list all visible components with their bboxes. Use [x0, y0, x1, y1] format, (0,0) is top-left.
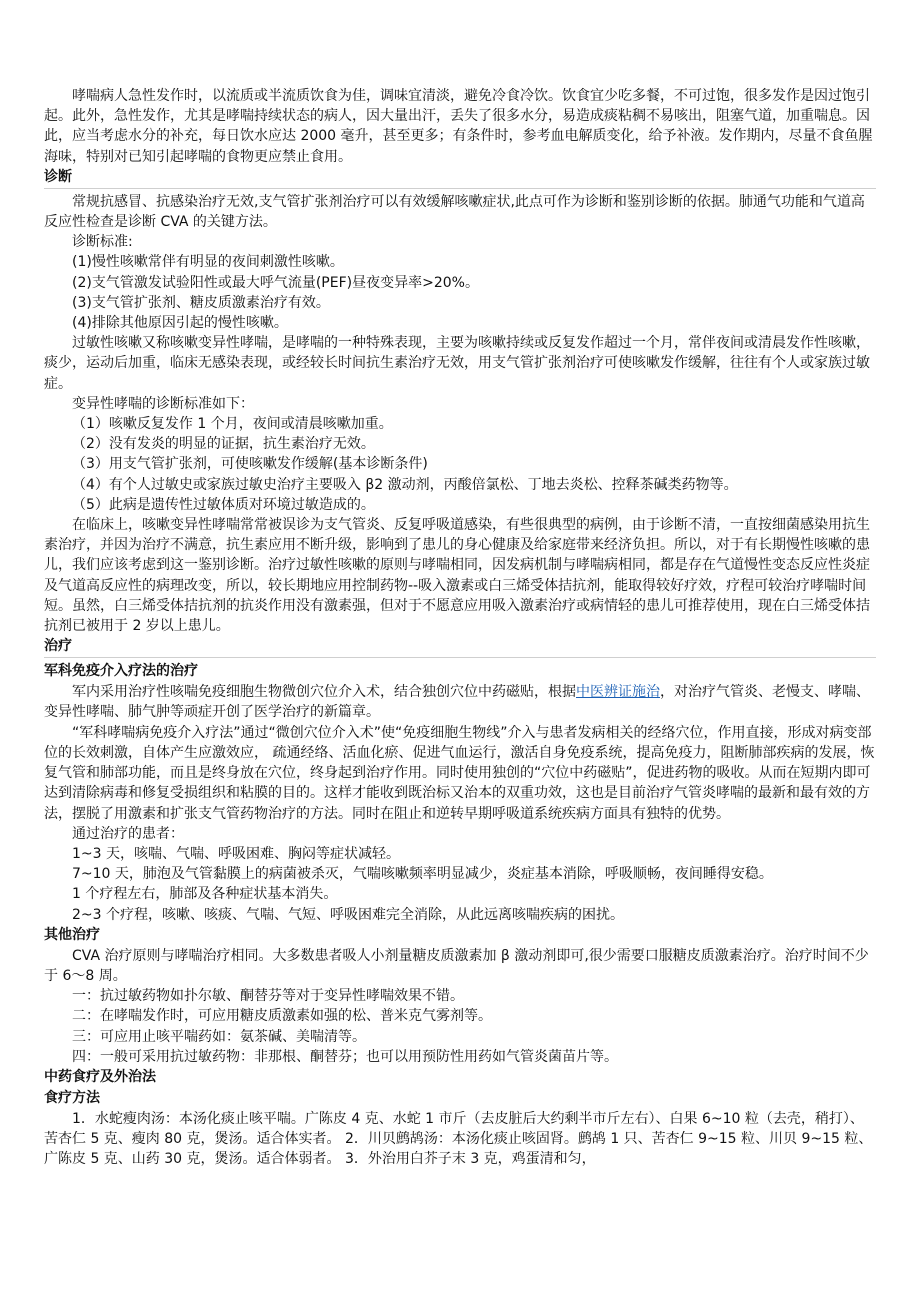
variant-criteria-item: （1）咳嗽反复发作 1 个月，夜间或清晨咳嗽加重。 [72, 416, 393, 433]
patient-result-item: 7~10 天，肺泡及气管黏膜上的病菌被杀灭，气喘咳嗽频率明显减少，炎症基本消除，呼吸顺畅，夜间睡得安稳。 [72, 866, 773, 883]
diagnosis-heading: 诊断 [44, 168, 72, 185]
diagnosis-standard-title: 诊断标准: [72, 234, 133, 251]
diagnosis-standard-item: (1)慢性咳嗽常伴有明显的夜间刺激性咳嗽。 [72, 254, 344, 271]
diagnosis-standard-item: (4)排除其他原因引起的慢性咳嗽。 [72, 315, 288, 332]
patient-result-item: 2~3 个疗程，咳嗽、咳痰、气喘、气短、呼吸困难完全消除，从此远离咳喘疾病的困扰。 [72, 906, 624, 923]
patient-result-item: 1 个疗程左右，肺部及各种症状基本消失。 [72, 886, 338, 903]
treatment-heading: 治疗 [44, 638, 72, 655]
diet-therapy-paragraph: 1．水蛇瘦肉汤：本汤化痰止咳平喘。广陈皮 4 克、水蛇 1 市斤（去皮脏后大约剩半市斤左右）、白果 6~10 粒（去壳，稍打）、苦杏仁 5 克、瘦肉 80 克，煲汤。适合体实者。 2．川贝鹧鸪汤：本汤化痰止咳固肾。鹧鸪 1 只、苦杏仁 9~15 粒、川贝 9~15 粒、广陈皮 5 克、山药 30 克，煲汤。适合体弱者。 3．外治用白芥子末 3 克，鸡蛋清和匀， [44, 1110, 873, 1168]
patients-title: 通过治疗的患者： [72, 825, 184, 842]
diagnosis-section-header [44, 167, 876, 189]
other-treatment-item: 二：在哮喘发作时，可应用糖皮质激素如强的松、普米克气雾剂等。 [72, 1008, 492, 1025]
other-treatment-item: 三：可应用止咳平喘药如：氨茶碱、美喘清等。 [72, 1028, 366, 1045]
variant-criteria-item: （3）用支气管扩张剂，可使咳嗽发作缓解(基本诊断条件) [72, 456, 428, 473]
variant-criteria-title: 变异性哮喘的诊断标准如下： [72, 395, 254, 412]
diet-therapy-subheading: 食疗方法 [44, 1089, 100, 1106]
diagnosis-standard-item: (2)支气管激发试验阳性或最大呼气流量(PEF)昼夜变异率>20%。 [72, 274, 479, 291]
diagnosis-paragraph: 常规抗感冒、抗感染治疗无效,支气管扩张剂治疗可以有效缓解咳嗽症状,此点可作为诊断和鉴别诊断的依据。肺通气功能和气道高反应性检查是诊断 CVA 的关键方法。 [44, 193, 865, 231]
other-treatment-item: 一：抗过敏药物如扑尔敏、酮替芬等对于变异性哮喘效果不错。 [72, 988, 464, 1005]
allergic-cough-paragraph: 过敏性咳嗽又称咳嗽变异性哮喘，是哮喘的一种特殊表现，主要为咳嗽持续或反复发作超过一个月，常伴夜间或清晨发作性咳嗽，痰少，运动后加重，临床无感染表现，或经较长时间抗生素治疗无效，用支气管扩张剂治疗可使咳嗽发作缓解，往往有个人或家族过敏症。 [44, 335, 870, 392]
treatment-section-header [44, 636, 876, 658]
paragraph-text: 军内采用治疗性咳喘免疫细胞生物微创穴位介入术，结合独创穴位中药磁贴，根据 [72, 684, 576, 701]
immune-therapy-paragraph [44, 682, 876, 722]
immune-therapy-detail-paragraph: “军科哮喘病免疫介入疗法”通过“微创穴位介入术”使“免疫细胞生物线”介入与患者发病相关的经络穴位，作用直接，形成对病变部位的长效刺激，自体产生应激效应， 疏通经络、活血化瘀、促进气血运行，激活自身免疫系统，提高免疫力，阻断肺部疾病的发展，恢复气管和肺部功能，而且是终身放在穴位，终身起到治疗作用。同时使用独创的“穴位中药磁贴”，促进药物的吸收。从而在短期内即可达到清除病毒和修复受损组织和粘膜的目的。这样才能收到既治标又治本的双重功效，这也是目前治疗气管炎哮喘的最新和最有效的方法，摆脱了用激素和扩张支气管药物治疗的方法。同时在阻止和逆转早期呼吸道系统疾病方面具有独特的优势。 [44, 724, 875, 822]
diagnosis-standard-item: (3)支气管扩张剂、糖皮质激素治疗有效。 [72, 294, 330, 311]
intro-paragraph: 哮喘病人急性发作时，以流质或半流质饮食为佳，调味宜清淡，避免冷食冷饮。饮食宜少吃多餐，不可过饱，很多发作是因过饱引起。此外，急性发作，尤其是哮喘持续状态的病人，因大量出汗，丢失了很多水分，易造成痰粘稠不易咳出，阻塞气道，加重喘息。因此，应当考虑水分的补充，每日饮水应达 2000 毫升，甚至更多；有条件时，参考血电解质变化，给予补液。发作期内，尽量不食鱼腥海味，特别对已知引起哮喘的食物更应禁止食用。 [44, 88, 873, 165]
other-treatment-item: 四：一般可采用抗过敏药物：非那根、酮替芬；也可以用预防性用药如气管炎菌苗片等。 [72, 1048, 618, 1065]
tcm-heading: 中药食疗及外治法 [44, 1068, 156, 1085]
variant-criteria-item: （4）有个人过敏史或家族过敏史治疗主要吸入 β2 激动剂，丙酸倍氯松、丁地去炎松、控释茶碱类药物等。 [72, 476, 738, 493]
paragraph-text: ，对治疗气管炎、老慢支、哮喘、变异性哮喘、肺气肿等顽症开创了医学治疗的新篇章。 [44, 684, 870, 721]
patient-result-item: 1~3 天，咳喘、气喘、呼吸困难、胸闷等症状减轻。 [72, 845, 400, 862]
other-treatment-paragraph: CVA 治疗原则与哮喘治疗相同。大多数患者吸人小剂量糖皮质激素加 β 激动剂即可,很少需要口服糖皮质激素治疗。治疗时间不少于 6～8 周。 [44, 947, 869, 984]
variant-criteria-item: （2）没有发炎的明显的证据，抗生素治疗无效。 [72, 436, 375, 453]
clinical-paragraph: 在临床上，咳嗽变异性哮喘常常被误诊为支气管炎、反复呼吸道感染，有些很典型的病例，由于诊断不清，一直按细菌感染用抗生素治疗，并因为治疗不满意，抗生素应用不断升级，影响到了患儿的身心健康及给家庭带来经济负担。所以，对于有长期慢性咳嗽的患儿，我们应该考虑到这一鉴别诊断。治疗过敏性咳嗽的原则与哮喘相同，因发病机制与哮喘病相同，都是存在气道慢性变态反应性炎症及气道高反应性的病理改变，所以，较长期地应用控制药物--吸入激素或白三烯受体拮抗剂，能取得较好疗效，疗程可较治疗哮喘时间短。虽然，白三烯受体拮抗剂的抗炎作用没有激素强，但对于不愿意应用吸入激素治疗或病情轻的患儿可推荐使用，现在白三烯受体拮抗剂已被用于 2 岁以上患儿。 [44, 517, 870, 635]
immune-therapy-subheading: 军科免疫介入疗法的治疗 [44, 663, 198, 680]
variant-criteria-item: （5）此病是遗传性过敏体质对环境过敏造成的。 [72, 496, 375, 513]
tcm-syndrome-link[interactable]: 中医辨证施治 [576, 684, 660, 701]
other-treatment-heading: 其他治疗 [44, 926, 100, 943]
